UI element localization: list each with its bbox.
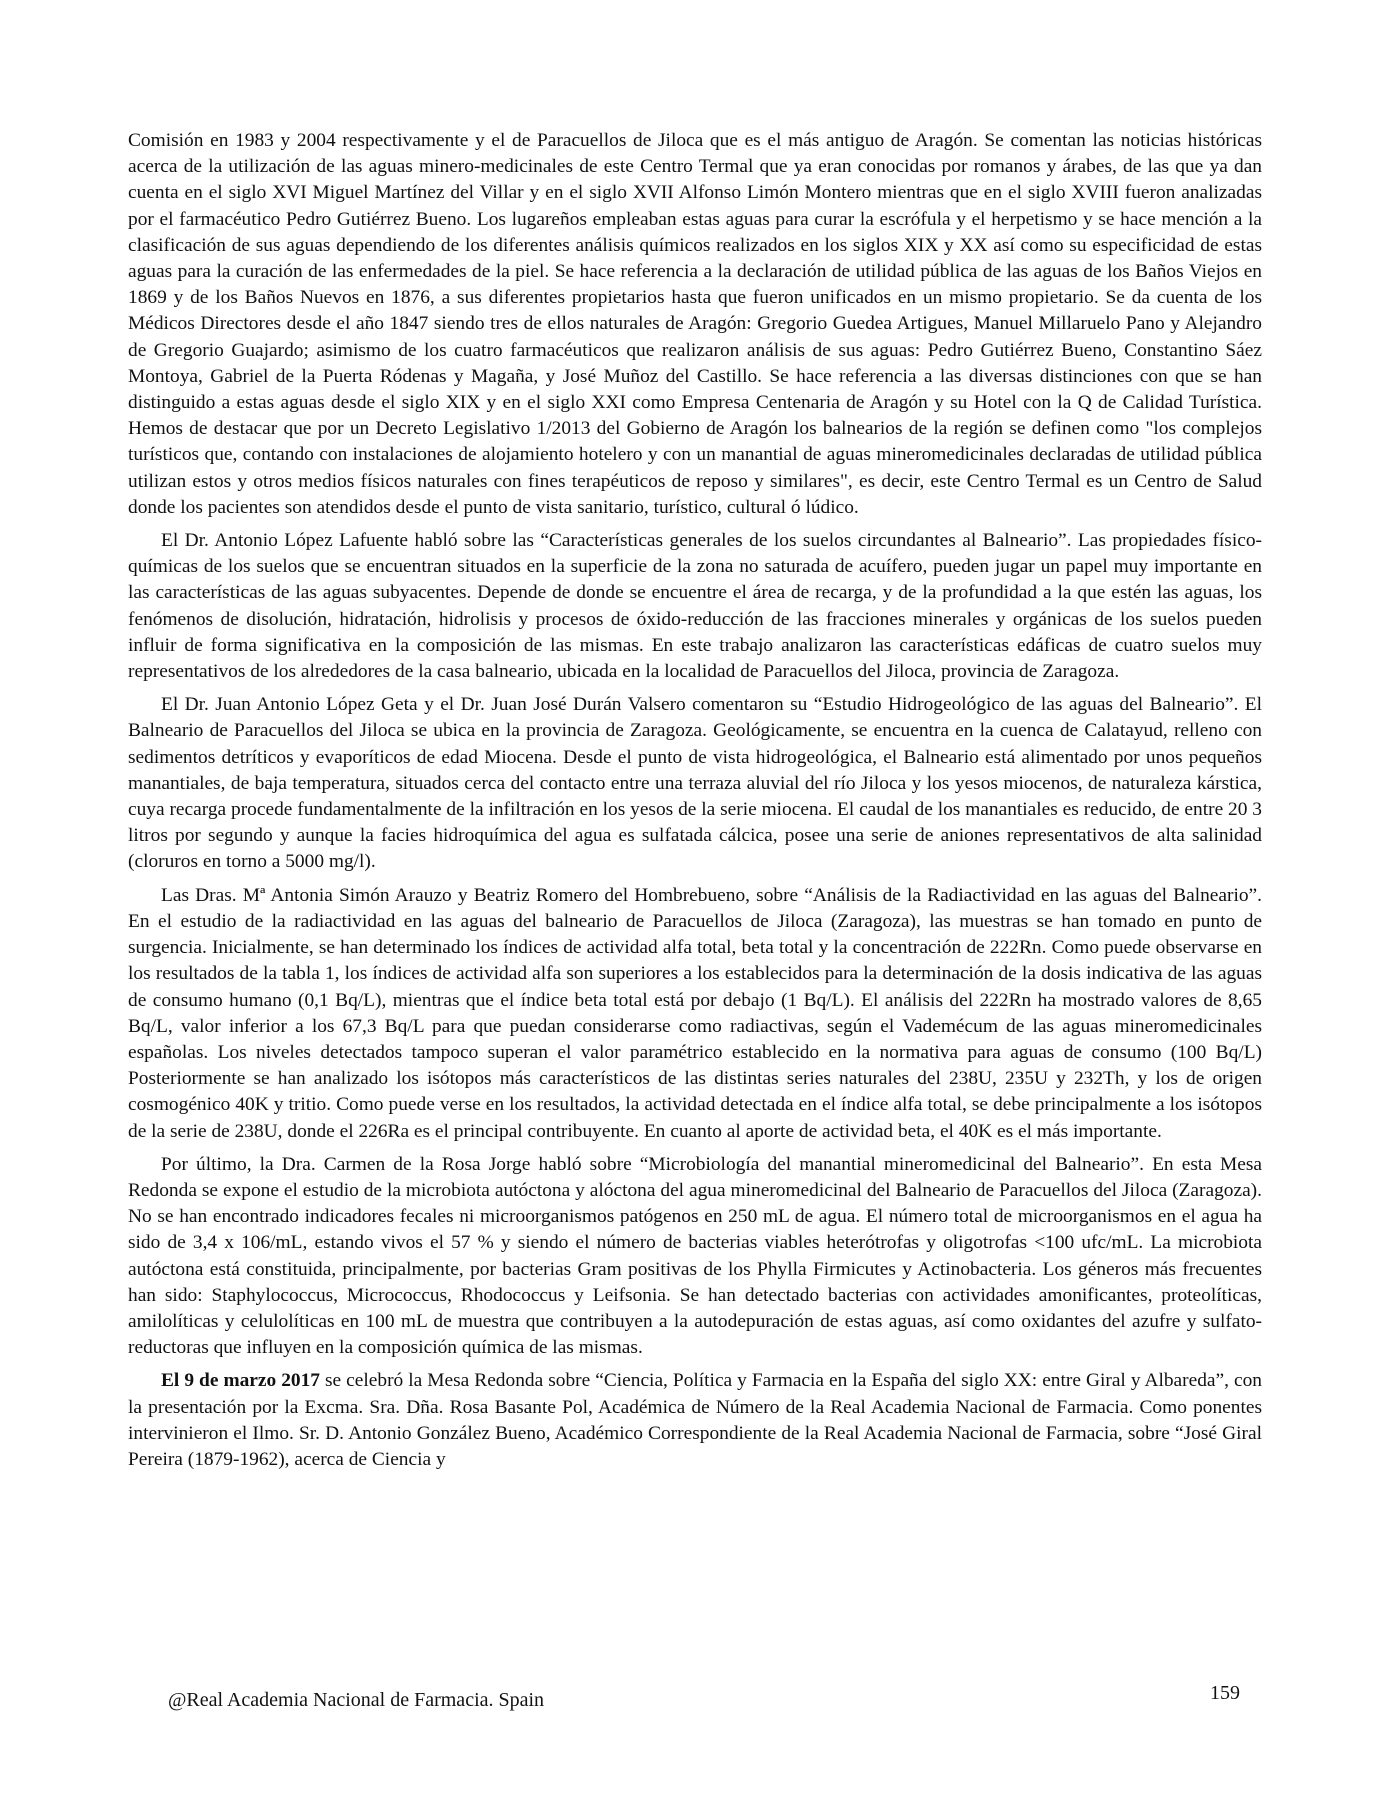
paragraph-text: Comisión en 1983 y 2004 respectivamente y el de Paracuellos de Jiloca que es el más antiguo de Aragón. Se comentan las noticias históricas acerca de la utilización de las aguas minero-medicinales de este Centro Termal que ya eran conocidas por romanos y árabes, de las que ya dan cuenta en el siglo XVI Miguel Martínez del Villar y en el siglo XVII Alfonso Limón Montero mientras que en el siglo XVIII fueron analizadas por el farmacéutico Pedro Gutiérrez Bueno. Los lugareños empleaban estas aguas para curar la escrófula y el herpetismo y se hace mención a la clasificación de sus aguas dependiendo de los diferentes análisis químicos realizados en los siglos XIX y XX así como su especificidad de estas aguas para la curación de las enfermedades de la piel. Se hace referencia a la declaración de utilidad pública de las aguas de los Baños Viejos en 1869 y de los Baños Nuevos en 1876, a sus diferentes propietarios hasta que fueron unificados en un mismo propietario. Se da cuenta de los Médicos Directores desde el año 1847 siendo tres de ellos naturales de Aragón: Gregorio Guedea Artigues, Manuel Millaruelo Pano y Alejandro de Gregorio Guajardo; asimismo de los cuatro farmacéuticos que realizaron análisis de sus aguas: Pedro Gutiérrez Bueno, Constantino Sáez Montoya, Gabriel de la Puerta Ródenas y Magaña, y José Muñoz del Castillo. Se hace referencia a las diversas distinciones con que se han distinguido a estas aguas desde el siglo XIX y en el siglo XXI como Empresa Centenaria de Aragón y su Hotel con la Q de Calidad Turística. Hemos de destacar que por un Decreto Legislativo 1/2013 del Gobierno de Aragón los balnearios de la región se definen como "los complejos turísticos que, contando con instalaciones de alojamiento hotelero y con un manantial de aguas mineromedicinales declaradas de utilidad pública utilizan estos y otros medios físicos naturales con fines terapéuticos de reposo y similares", es decir, este Centro Termal es un Centro de Salud donde los pacientes son atendidos desde el punto de vista sanitario, turístico, cultural ó lúdico. — [128, 130, 1262, 518]
paragraph-2 — [128, 528, 1262, 685]
paragraph-3 — [128, 692, 1262, 875]
body-text — [128, 128, 1262, 1480]
paragraph-text: El Dr. Antonio López Lafuente habló sobre las “Características generales de los suelos circundantes al Balneario”. Las propiedades físico-químicas de los suelos que se encuentran situados en la superficie de la zona no saturada de acuífero, pueden jugar un papel muy importante en las características de las aguas subyacentes. Depende de donde se encuentre el área de recarga, y de la profundidad a la que estén las aguas, los fenómenos de disolución, hidratación, hidrolisis y procesos de óxido-reducción de las fracciones minerales y orgánicas de los suelos pueden influir de forma significativa en la composición de las mismas. En este trabajo analizaron las características edáficas de cuatro suelos muy representativos de los alrededores de la casa balneario, ubicada en la localidad de Paracuellos del Jiloca, provincia de Zaragoza. — [128, 530, 1262, 683]
paragraph-1 — [128, 128, 1262, 521]
paragraph-6 — [128, 1368, 1262, 1473]
paragraph-4 — [128, 883, 1262, 1145]
paragraph-text: se celebró la Mesa Redonda sobre “Ciencia, Política y Farmacia en la España del siglo XX: entre Giral y Albareda”, con la presentación por la Excma. Sra. Dña. Rosa Basante Pol, Académica de Número de la Real Academia Nacional de Farmacia. Como ponentes intervinieron el Ilmo. Sr. D. Antonio González Bueno, Académico Correspondiente de la Real Academia Nacional de Farmacia, sobre “José Giral Pereira (1879-1962), acerca de Ciencia y — [128, 1370, 1262, 1470]
paragraph-lead-date: El 9 de marzo 2017 — [161, 1370, 320, 1392]
paragraph-text: Las Dras. Mª Antonia Simón Arauzo y Beatriz Romero del Hombrebueno, sobre “Análisis de la Radiactividad en las aguas del Balneario”. En el estudio de la radiactividad en las aguas del balneario de Paracuellos de Jiloca (Zaragoza), las muestras se han tomado en punto de surgencia. Inicialmente, se han determinado los índices de actividad alfa total, beta total y la concentración de 222Rn. Como puede observarse en los resultados de la tabla 1, los índices de actividad alfa son superiores a los establecidos para la determinación de la dosis indicativa de las aguas de consumo humano (0,1 Bq/L), mientras que el índice beta total está por debajo (1 Bq/L). El análisis del 222Rn ha mostrado valores de 8,65 Bq/L, valor inferior a los 67,3 Bq/L para que puedan considerarse como radiactivas, según el Vademécum de las aguas mineromedicinales españolas. Los niveles detectados tampoco superan el valor paramétrico establecido en la normativa para aguas de consumo (100 Bq/L) Posteriormente se han analizado los isótopos más característicos de las distintas series naturales del 238U, 235U y 232Th, y los de origen cosmogénico 40K y tritio. Como puede verse en los resultados, la actividad detectada en el índice alfa total, se debe principalmente a los isótopos de la serie de 238U, donde el 226Ra es el principal contribuyente. En cuanto al aporte de actividad beta, el 40K es el más importante. — [128, 884, 1262, 1142]
footer-copyright: @Real Academia Nacional de Farmacia. Spain — [168, 1689, 545, 1711]
paragraph-5 — [128, 1152, 1262, 1362]
paragraph-text: Por último, la Dra. Carmen de la Rosa Jorge habló sobre “Microbiología del manantial mineromedicinal del Balneario”. En esta Mesa Redonda se expone el estudio de la microbiota autóctona y alóctona del agua mineromedicinal del Balneario de Paracuellos del Jiloca (Zaragoza). No se han encontrado indicadores fecales ni microorganismos patógenos en 250 mL de agua. El número total de microorganismos en el agua ha sido de 3,4 x 106/mL, estando vivos el 57 % y siendo el número de bacterias viables heterótrofas y oligotrofas <100 ufc/mL. La microbiota autóctona está constituida, principalmente, por bacterias Gram positivas de los Phylla Firmicutes y Actinobacteria. Los géneros más frecuentes han sido: Staphylococcus, Micrococcus, Rhodococcus y Leifsonia. Se han detectado bacterias con actividades amonificantes, proteolíticas, amilolíticas y celulolíticas en 100 mL de muestra que contribuyen a la autodepuración de estas aguas, así como oxidantes del azufre y sulfato-reductoras que influyen en la composición química de las mismas. — [128, 1153, 1262, 1359]
page-number: 159 — [1210, 1682, 1240, 1704]
paragraph-text: El Dr. Juan Antonio López Geta y el Dr. Juan José Durán Valsero comentaron su “Estudio Hidrogeológico de las aguas del Balneario”. El Balneario de Paracuellos del Jiloca se ubica en la provincia de Zaragoza. Geológicamente, se encuentra en la cuenca de Calatayud, relleno con sedimentos detríticos y evaporíticos de edad Miocena. Desde el punto de vista hidrogeológica, el Balneario está alimentado por unos pequeños manantiales, de baja temperatura, situados cerca del contacto entre una terraza aluvial del río Jiloca y los yesos miocenos, de naturaleza kárstica, cuya recarga procede fundamentalmente de la infiltración en los yesos de la serie miocena. El caudal de los manantiales es reducido, de entre 20 3 litros por segundo y aunque la facies hidroquímica del agua es sulfatada cálcica, posee una serie de aniones representativos de alta salinidad (cloruros en torno a 5000 mg/l). — [128, 694, 1262, 873]
